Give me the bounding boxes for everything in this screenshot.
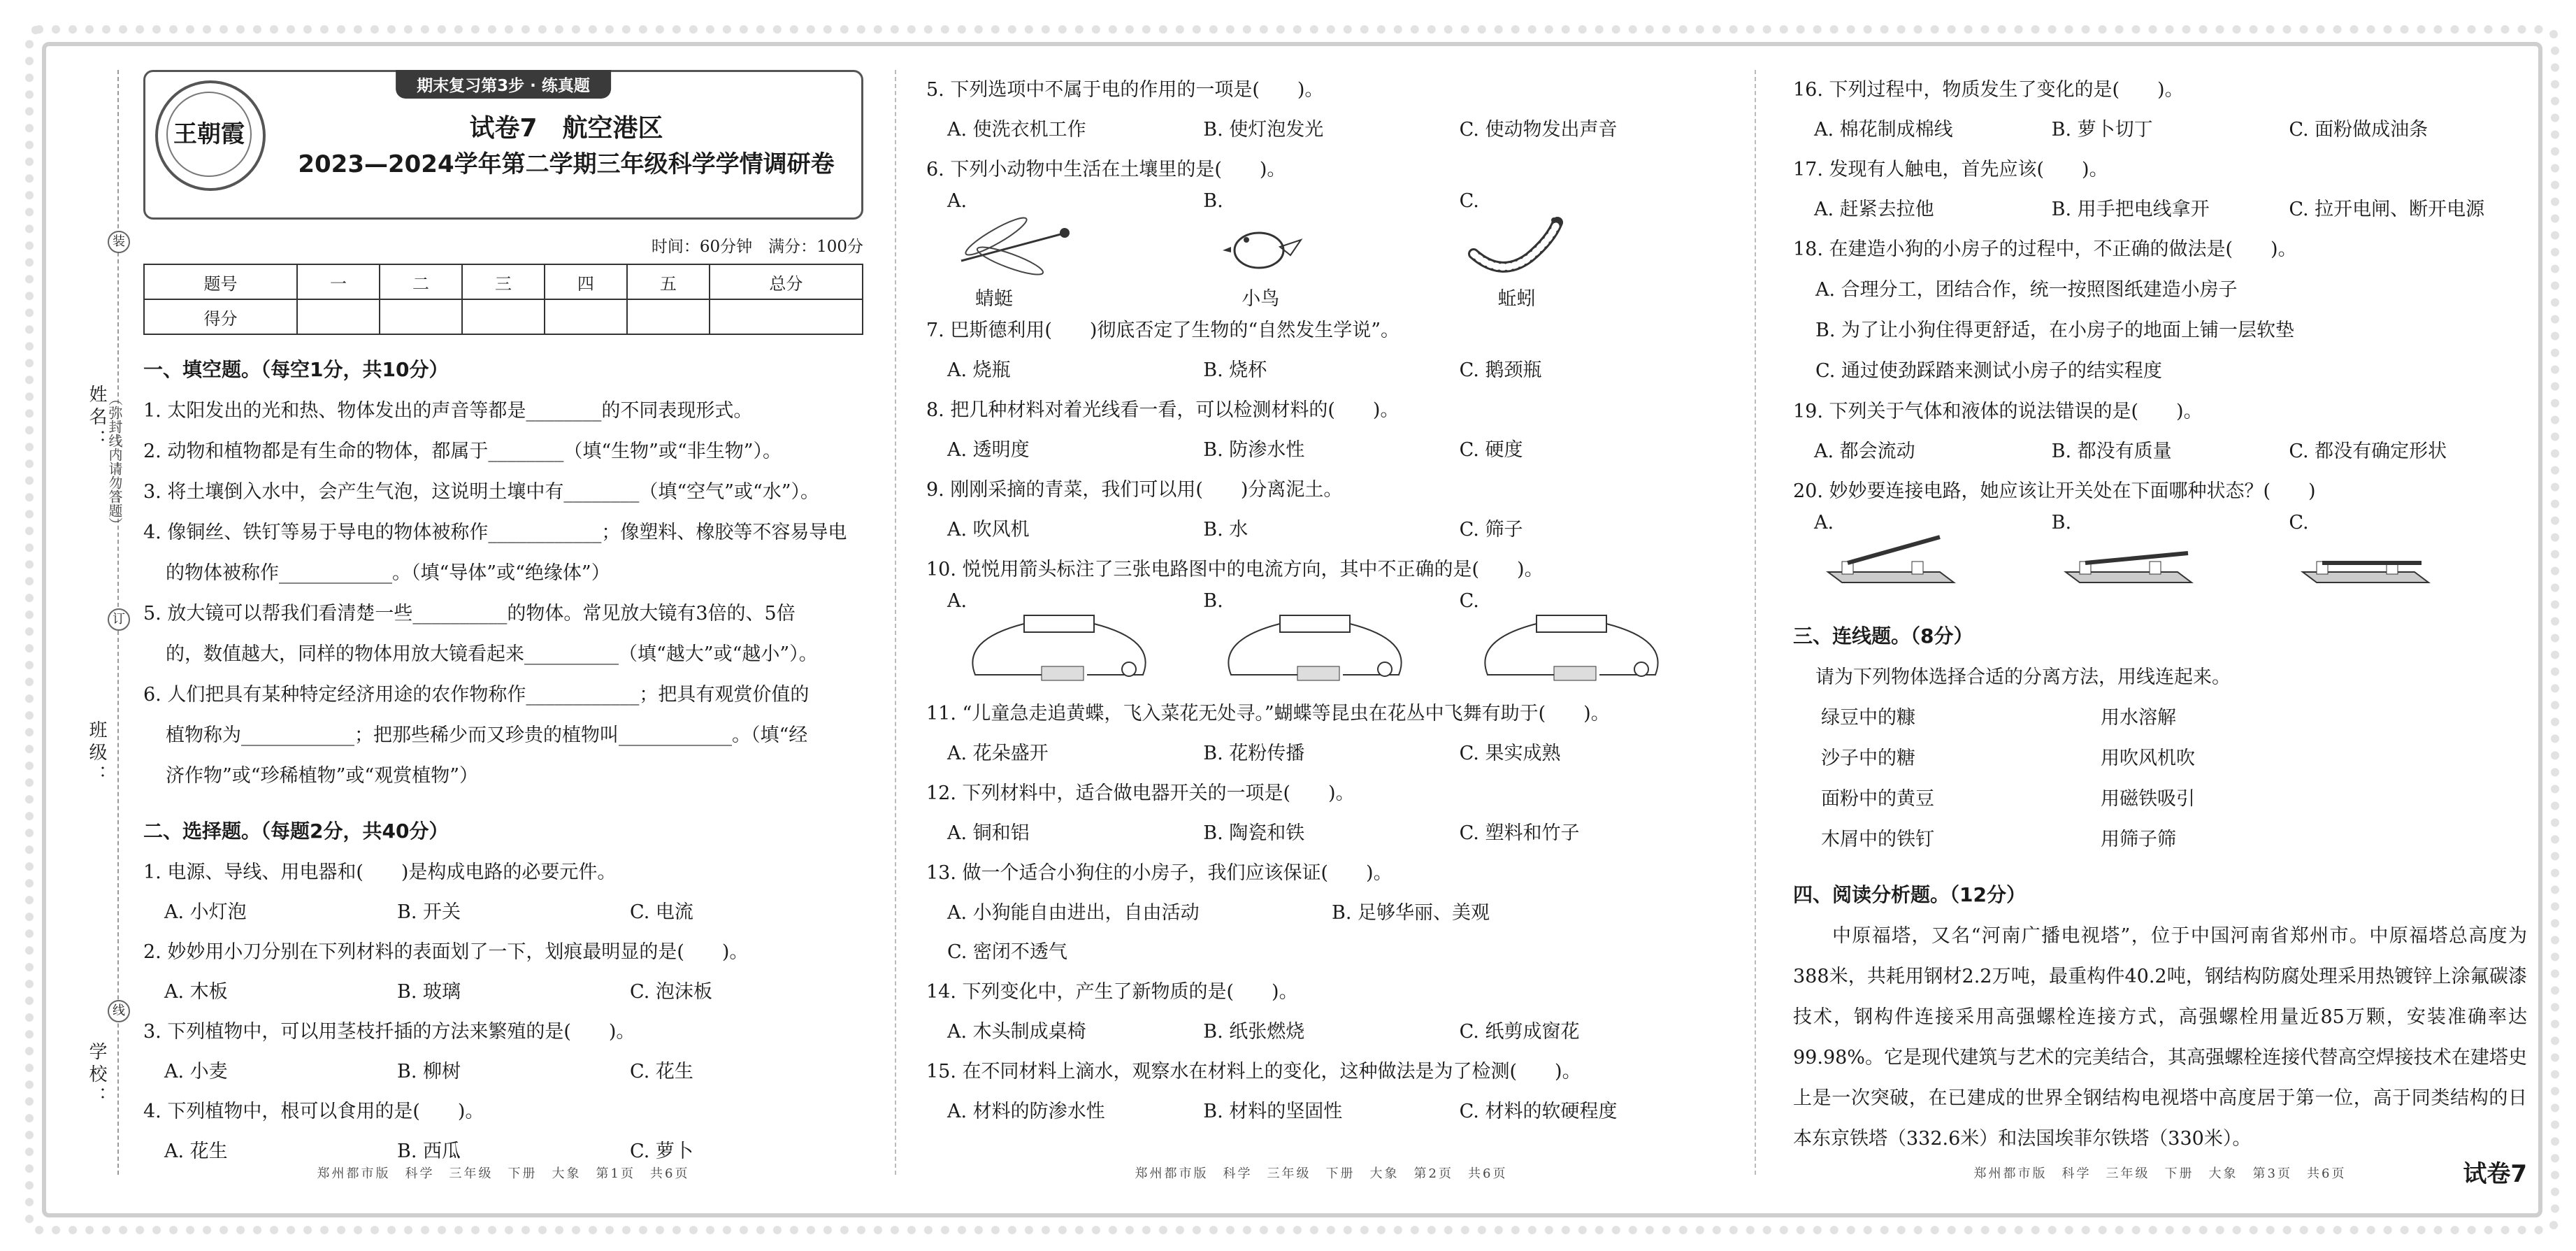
options xyxy=(1793,432,2527,471)
option-letter: B. xyxy=(2051,512,2072,534)
section-instruction: 请为下列物体选择合适的分离方法，用线连起来。 xyxy=(1815,666,2231,688)
option: B. 柳树 xyxy=(397,1061,461,1082)
option: C. 通过使劲踩踏来测试小房子的结实程度 xyxy=(1815,360,2162,382)
option: B. 使灯泡发光 xyxy=(1203,119,1324,141)
option-letter: B. xyxy=(1203,590,1223,612)
option: C. 面粉做成油条 xyxy=(2289,119,2429,141)
option: C. 鹅颈瓶 xyxy=(1459,359,1542,381)
question: 7. 巴斯德利用( )彻底否定了生物的“自然发生学说”。 xyxy=(926,320,1400,341)
option-b xyxy=(2052,512,2289,601)
match-left-item[interactable]: 面粉中的黄豆 xyxy=(1821,788,1934,810)
option: C. 材料的软硬程度 xyxy=(1459,1101,1618,1122)
option-letter: A. xyxy=(947,190,967,212)
match-right-item[interactable]: 用筛子筛 xyxy=(2101,829,2176,850)
option: A. 赶紧去拉他 xyxy=(1814,199,1934,220)
question: 15. 在不同材料上滴水，观察水在材料上的变化，这种做法是为了检测( )。 xyxy=(926,1061,1581,1082)
option-a xyxy=(947,590,1203,694)
question: 3. 将土壤倒入水中，会产生气泡，这说明土壤中有________（填“空气”或“水”）。 xyxy=(143,481,820,503)
option: B. 都没有质量 xyxy=(2051,441,2172,462)
option: A. 小狗能自由进出，自由活动 xyxy=(947,902,1200,924)
option-letter: B. xyxy=(1203,190,1223,212)
question: 17. 发现有人触电，首先应该( )。 xyxy=(1793,159,2108,180)
option: B. 花粉传播 xyxy=(1203,743,1305,764)
option: B. 为了让小狗住得更舒适，在小房子的地面上铺一层软垫 xyxy=(1815,320,2295,341)
options xyxy=(1793,190,2527,229)
option: B. 烧杯 xyxy=(1203,359,1267,381)
circuit-options xyxy=(926,590,1716,694)
page-footer: 郑州都市版 科学 三年级 下册 大象 第2页 共6页 xyxy=(1135,1166,1508,1181)
option: A. 吹风机 xyxy=(947,519,1030,541)
option: A. 木板 xyxy=(164,981,228,1003)
column-divider-2 xyxy=(1755,70,1756,1175)
option-c xyxy=(1460,190,1715,310)
question: 13. 做一个适合小狗住的小房子，我们应该保证( )。 xyxy=(926,862,1393,884)
match-row xyxy=(1793,779,2527,820)
question: 10. 悦悦用箭头标注了三张电路图中的电流方向，其中不正确的是( )。 xyxy=(926,559,1544,580)
option: A. 烧瓶 xyxy=(947,359,1011,381)
option-letter: C. xyxy=(1459,590,1479,612)
page-footer: 郑州都市版 科学 三年级 下册 大象 第3页 共6页 xyxy=(1973,1166,2347,1181)
question-cont: 的物体被称作____________。（填“导体”或“绝缘体”） xyxy=(166,562,610,584)
score-header-cell: 一 xyxy=(297,264,380,299)
score-input-cell[interactable] xyxy=(545,299,627,334)
question: 1. 太阳发出的光和热、物体发出的声音等都是________的不同表现形式。 xyxy=(143,400,753,422)
option-b xyxy=(1203,590,1459,694)
option-a xyxy=(947,190,1203,310)
section-matching: 三、连线题。（8分） xyxy=(1793,624,1973,648)
earthworm-icon xyxy=(1460,212,1585,278)
score-header-cell: 总分 xyxy=(710,264,863,299)
paper-number: 试卷7 xyxy=(2463,1160,2527,1188)
dragonfly-icon xyxy=(947,212,1073,278)
page-footer: 郑州都市版 科学 三年级 下册 大象 第1页 共6页 xyxy=(317,1166,690,1181)
switch-closed-icon xyxy=(2289,534,2442,596)
question: 4. 像铜丝、铁钉等易于导电的物体被称作____________；像塑料、橡胶等不容易导电 xyxy=(143,522,847,543)
column-divider-1 xyxy=(895,70,896,1175)
page-2 xyxy=(926,70,1716,1181)
option-letter: C. xyxy=(1459,190,1479,212)
binding-margin xyxy=(77,70,133,1175)
score-input-cell[interactable] xyxy=(462,299,545,334)
exam-title: 试卷7 航空港区 xyxy=(469,114,663,143)
switch-open-icon xyxy=(1814,534,1968,596)
question: 6. 下列小动物中生活在土壤里的是( )。 xyxy=(926,159,1286,180)
question: 4. 下列植物中，根可以食用的是( )。 xyxy=(143,1101,484,1122)
review-tag: 期末复习第3步 · 练真题 xyxy=(396,70,611,99)
option: A. 小麦 xyxy=(164,1061,228,1082)
option: C. 筛子 xyxy=(1459,519,1523,541)
animal-name: 小鸟 xyxy=(1242,288,1280,310)
binding-note: （弥封线内请勿答题） xyxy=(106,392,123,531)
score-header-cell: 题号 xyxy=(144,264,297,299)
option: B. 萝卜切丁 xyxy=(2051,119,2153,141)
match-row xyxy=(1793,698,2527,738)
circuit-diagram-icon xyxy=(1203,612,1434,689)
score-table xyxy=(143,264,863,335)
option: B. 西瓜 xyxy=(397,1141,461,1162)
match-left-item[interactable]: 木屑中的铁钉 xyxy=(1821,829,1934,850)
option: B. 足够华丽、美观 xyxy=(1332,902,1490,924)
question: 11. “儿童急走追黄蝶，飞入菜花无处寻。”蝴蝶等昆虫在花丛中飞舞有助于( )。 xyxy=(926,703,1610,724)
question: 2. 动物和植物都是有生命的物体，都属于________（填“生物”或“非生物”）。 xyxy=(143,441,782,462)
match-row xyxy=(1793,820,2527,860)
options xyxy=(926,933,1716,972)
option-letter: C. xyxy=(2289,512,2309,534)
option: C. 泡沫板 xyxy=(630,981,712,1003)
option-c xyxy=(2289,512,2526,601)
binding-mark-2: 订 xyxy=(108,608,130,631)
option: B. 材料的坚固性 xyxy=(1203,1101,1343,1122)
option: B. 防渗水性 xyxy=(1203,439,1305,461)
time-score-info: 时间：60分钟 满分：100分 xyxy=(651,238,863,256)
match-row xyxy=(1793,738,2527,779)
options xyxy=(1793,110,2527,150)
name-label: 姓名： xyxy=(86,385,107,452)
options xyxy=(926,1013,1716,1052)
option: A. 木头制成桌椅 xyxy=(947,1021,1086,1043)
animal-name: 蚯蚓 xyxy=(1497,288,1536,310)
question: 3. 下列植物中，可以用茎枝扦插的方法来繁殖的是( )。 xyxy=(143,1021,635,1043)
options xyxy=(926,431,1716,470)
school-label: 学校： xyxy=(86,1042,107,1109)
question: 1. 电源、导线、用电器和( )是构成电路的必要元件。 xyxy=(143,862,617,883)
options xyxy=(926,894,1716,933)
option-letter: A. xyxy=(947,590,967,612)
option: C. 使动物发出声音 xyxy=(1459,119,1618,141)
match-left-item[interactable]: 沙子中的糖 xyxy=(1821,748,1915,769)
option: A. 棉花制成棉线 xyxy=(1814,119,1953,141)
match-right-item[interactable]: 用吹风机吹 xyxy=(2101,748,2195,769)
question: 12. 下列材料中，适合做电器开关的一项是( )。 xyxy=(926,782,1355,804)
circuit-diagram-icon xyxy=(947,612,1178,689)
section-choice: 二、选择题。（每题2分，共40分） xyxy=(143,820,449,843)
option: B. 水 xyxy=(1203,519,1249,541)
animal-name: 蜻蜓 xyxy=(975,288,1013,310)
logo-text: 王朝霞 xyxy=(166,92,252,177)
page-1 xyxy=(143,70,863,1181)
circuit-diagram-icon xyxy=(1460,612,1690,689)
question: 9. 刚刚采摘的青菜，我们可以用( )分离泥土。 xyxy=(926,479,1343,501)
options xyxy=(926,110,1716,150)
question: 6. 人们把具有某种特定经济用途的农作物称作____________；把具有观赏价值的 xyxy=(143,684,810,706)
section-fill-blank: 一、填空题。（每空1分，共10分） xyxy=(143,358,449,381)
options xyxy=(926,814,1716,853)
score-row-label: 得分 xyxy=(144,299,297,334)
match-left-item[interactable]: 绿豆中的糠 xyxy=(1821,707,1915,729)
option: A. 花生 xyxy=(164,1141,228,1162)
switch-options xyxy=(1793,512,2527,601)
options xyxy=(926,510,1716,550)
option: A. 合理分工，团结合作，统一按照图纸建造小房子 xyxy=(1815,279,2238,301)
option: B. 玻璃 xyxy=(397,981,461,1003)
option: A. 材料的防渗水性 xyxy=(947,1101,1105,1122)
exam-subtitle: 2023—2024学年第二学期三年级科学学情调研卷 xyxy=(298,150,835,178)
option-b xyxy=(1203,190,1459,310)
option: C. 电流 xyxy=(630,901,693,923)
section-reading: 四、阅读分析题。（12分） xyxy=(1793,883,2026,906)
question: 8. 把几种材料对着光线看一看，可以检测材料的( )。 xyxy=(926,399,1399,421)
option-letter: A. xyxy=(1814,512,1834,534)
question-cont: 的，数值越大，同样的物体用放大镜看起来__________（填“越大”或“越小”）。 xyxy=(166,643,818,665)
option: A. 使洗衣机工作 xyxy=(947,119,1086,141)
option: A. 都会流动 xyxy=(1814,441,1915,462)
option: B. 陶瓷和铁 xyxy=(1203,822,1305,844)
question: 14. 下列变化中，产生了新物质的是( )。 xyxy=(926,981,1298,1003)
score-header-cell: 四 xyxy=(545,264,627,299)
options xyxy=(926,1092,1716,1131)
score-input-cell[interactable] xyxy=(710,299,863,334)
question-cont: 植物称为____________；把那些稀少而又珍贵的植物叫____________。（填“经 xyxy=(166,724,808,746)
question: 5. 放大镜可以帮我们看清楚一些__________的物体。常见放大镜有3倍的、5倍 xyxy=(143,603,796,624)
question: 20. 妙妙要连接电路，她应该让开关处在下面哪种状态？( ) xyxy=(1793,480,2316,502)
option: C. 都没有确定形状 xyxy=(2289,441,2447,462)
score-input-cell[interactable] xyxy=(297,299,380,334)
question: 18. 在建造小狗的小房子的过程中，不正确的做法是( )。 xyxy=(1793,238,2297,260)
option: A. 小灯泡 xyxy=(164,901,247,923)
options xyxy=(926,734,1716,773)
question: 19. 下列关于气体和液体的说法错误的是( )。 xyxy=(1793,401,2203,422)
score-input-cell[interactable] xyxy=(627,299,710,334)
option: C. 萝卜 xyxy=(630,1141,693,1162)
option: C. 拉开电闸、断开电源 xyxy=(2289,199,2485,220)
page-3 xyxy=(1793,70,2527,1188)
option: C. 果实成熟 xyxy=(1459,743,1561,764)
bird-icon xyxy=(1203,212,1329,278)
options xyxy=(143,1052,863,1092)
score-input-cell[interactable] xyxy=(380,299,462,334)
score-header-cell: 五 xyxy=(627,264,710,299)
match-right-item[interactable]: 用磁铁吸引 xyxy=(2101,788,2195,810)
option: C. 花生 xyxy=(630,1061,693,1082)
option: B. 纸张燃烧 xyxy=(1203,1021,1305,1043)
option: A. 花朵盛开 xyxy=(947,743,1049,764)
exam-header xyxy=(143,70,863,220)
brand-logo xyxy=(155,80,266,191)
option: C. 纸剪成窗花 xyxy=(1459,1021,1580,1043)
match-right-item[interactable]: 用水溶解 xyxy=(2101,707,2176,729)
options xyxy=(926,351,1716,390)
option: C. 密闭不透气 xyxy=(947,941,1067,963)
option: B. 开关 xyxy=(397,901,461,923)
option: C. 塑料和竹子 xyxy=(1459,822,1580,844)
switch-half-icon xyxy=(2052,534,2206,596)
score-header-cell: 二 xyxy=(380,264,462,299)
option: A. 透明度 xyxy=(947,439,1030,461)
question: 16. 下列过程中，物质发生了变化的是( )。 xyxy=(1793,79,2184,101)
question: 2. 妙妙用小刀分别在下列材料的表面划了一下，划痕最明显的是( )。 xyxy=(143,941,749,963)
question: 5. 下列选项中不属于电的作用的一项是( )。 xyxy=(926,79,1324,101)
reading-passage: 中原福塔，又名“河南广播电视塔”，位于中国河南省郑州市。中原福塔总高度为388米，共耗用钢材2.2万吨，最重构件40.2吨，钢结构防腐处理采用热镀锌上涂氟碳漆技术，钢构件连接采用高强螺栓连接方式，高强螺栓用量近85万颗，安装准确率达99.98%。它是现代建筑与艺术的完美结合，其高强螺栓连接代替高空焊接技术在建塔史上是一次突破，在已建成的世界全钢结构电视塔中高度居于第一位，高于同类结构的日本东京铁塔（332.6米）和法国埃菲尔铁塔（330米）。 xyxy=(1793,925,2527,1150)
animal-options xyxy=(926,190,1716,310)
score-header-cell: 三 xyxy=(462,264,545,299)
option-c xyxy=(1460,590,1715,694)
question-cont: 济作物”或“珍稀植物”或“观赏植物”） xyxy=(166,765,479,787)
option-a xyxy=(1814,512,2052,601)
option: B. 用手把电线拿开 xyxy=(2051,199,2210,220)
option: C. 硬度 xyxy=(1459,439,1523,461)
binding-mark-3: 线 xyxy=(108,1000,130,1022)
options xyxy=(143,973,863,1012)
class-label: 班级： xyxy=(86,720,107,787)
options xyxy=(143,893,863,932)
binding-mark-1: 装 xyxy=(108,231,130,253)
option: A. 铜和铝 xyxy=(947,822,1030,844)
